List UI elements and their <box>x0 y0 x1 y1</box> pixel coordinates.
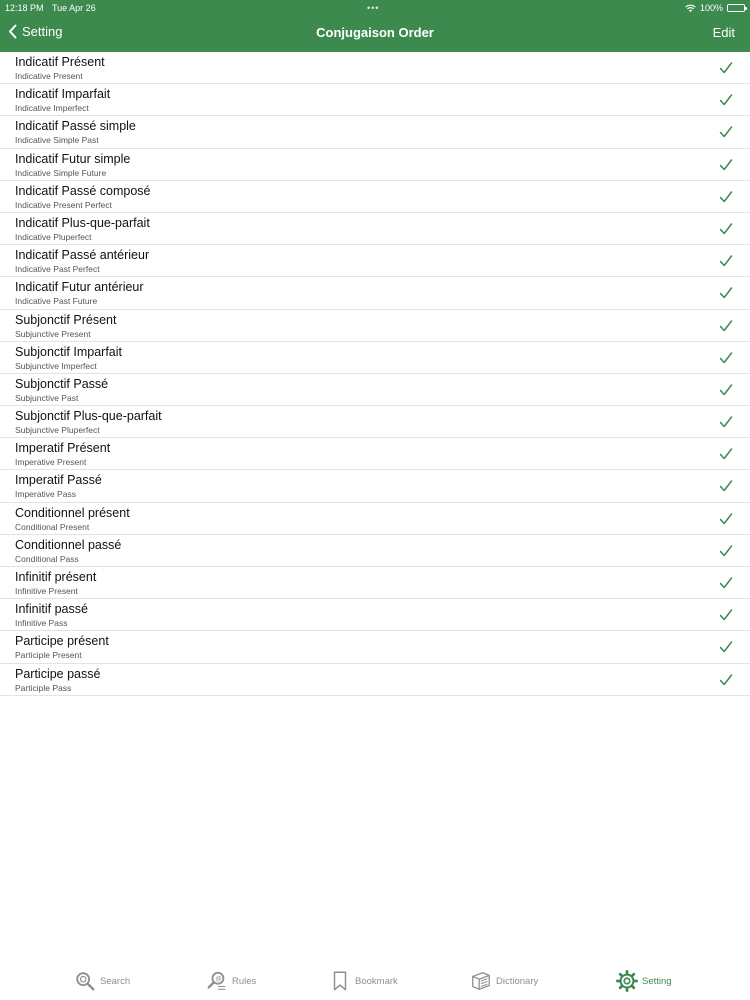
tab-search[interactable] <box>74 970 130 992</box>
nav-bar <box>0 0 750 52</box>
checkmark-icon[interactable] <box>719 190 733 204</box>
list-item-title: Indicatif Présent <box>15 55 105 69</box>
checkmark-icon[interactable] <box>719 415 733 429</box>
list-item[interactable] <box>0 503 750 535</box>
list-item-subtitle: Indicative Present <box>15 71 83 81</box>
list-item[interactable] <box>0 245 750 277</box>
checkmark-icon[interactable] <box>719 640 733 654</box>
list-item[interactable] <box>0 664 750 696</box>
checkmark-icon[interactable] <box>719 544 733 558</box>
list-item[interactable] <box>0 181 750 213</box>
checkmark-icon[interactable] <box>719 286 733 300</box>
list-item-subtitle: Participle Present <box>15 650 82 661</box>
status-bar <box>0 2 750 14</box>
checkmark-icon[interactable] <box>719 479 733 493</box>
bookmark-icon <box>329 970 351 992</box>
list-item[interactable] <box>0 567 750 599</box>
list-item[interactable] <box>0 438 750 470</box>
list-item-subtitle: Subjunctive Present <box>15 328 91 339</box>
checkmark-icon[interactable] <box>719 576 733 590</box>
edit-button[interactable]: Edit <box>712 25 735 40</box>
rules-icon <box>206 970 228 992</box>
list-item-title: Indicatif Passé antérieur <box>15 248 150 263</box>
list-item[interactable] <box>0 599 750 631</box>
checkmark-icon[interactable] <box>719 254 733 268</box>
list-item-title: Participe présent <box>15 634 109 649</box>
search-icon <box>74 970 96 992</box>
battery-percent: 100% <box>699 3 723 13</box>
list-item-title: Conditionnel présent <box>15 505 130 520</box>
list-item-title: Subjonctif Passé <box>15 376 109 391</box>
tab-dictionary[interactable] <box>470 970 538 992</box>
list-item[interactable] <box>0 277 750 309</box>
svg-text:@: @ <box>215 975 222 983</box>
list-item-subtitle: Subjunctive Past <box>15 392 79 403</box>
list-item-title: Conditionnel passé <box>15 537 122 552</box>
back-label: Setting <box>22 24 63 39</box>
checkmark-icon[interactable] <box>719 61 733 75</box>
checkmark-icon[interactable] <box>719 383 733 397</box>
list-item-subtitle: Imperative Present <box>15 457 87 468</box>
conjugation-order-list <box>0 52 750 696</box>
checkmark-icon[interactable] <box>719 125 733 139</box>
tab-bookmark[interactable] <box>329 970 398 992</box>
list-item-subtitle: Indicative Past Perfect <box>15 264 100 275</box>
list-item-subtitle: Indicative Simple Future <box>15 167 107 178</box>
list-item-subtitle: Indicative Simple Past <box>15 135 99 146</box>
list-item-subtitle: Infinitive Present <box>15 586 78 596</box>
status-right <box>685 2 745 14</box>
list-item[interactable] <box>0 52 750 84</box>
list-item[interactable] <box>0 535 750 567</box>
list-item[interactable] <box>0 470 750 502</box>
list-item-title: Indicatif Futur antérieur <box>15 280 144 295</box>
list-item-subtitle: Conditional Pass <box>15 553 79 564</box>
list-item-title: Imperatif Présent <box>15 441 111 456</box>
list-item-title: Indicatif Imparfait <box>15 87 111 102</box>
status-date: Tue Apr 26 <box>52 3 96 13</box>
checkmark-icon[interactable] <box>719 158 733 172</box>
list-item-title: Infinitif présent <box>15 570 97 584</box>
tab-search-label: Search <box>100 975 131 987</box>
list-item-subtitle: Subjunctive Pluperfect <box>15 425 100 436</box>
list-item-subtitle: Imperative Pass <box>15 489 76 500</box>
tab-setting[interactable] <box>616 970 672 992</box>
list-item[interactable] <box>0 342 750 374</box>
list-item-subtitle: Indicative Imperfect <box>15 103 89 114</box>
list-item-title: Indicatif Passé composé <box>15 183 151 198</box>
list-item-title: Participe passé <box>15 666 101 681</box>
tab-rules-label: Rules <box>232 975 257 987</box>
checkmark-icon[interactable] <box>719 673 733 687</box>
dictionary-icon <box>470 970 492 992</box>
list-item-title: Imperatif Passé <box>15 473 102 488</box>
list-item[interactable] <box>0 310 750 342</box>
gear-icon <box>616 970 638 992</box>
checkmark-icon[interactable] <box>719 351 733 365</box>
list-item-subtitle: Conditional Present <box>15 521 90 532</box>
list-item[interactable] <box>0 631 750 663</box>
list-item[interactable] <box>0 406 750 438</box>
list-item-title: Indicatif Plus-que-parfait <box>15 215 150 230</box>
list-item-title: Subjonctif Imparfait <box>15 344 122 359</box>
list-item-title: Infinitif passé <box>15 602 88 617</box>
list-item-subtitle: Subjunctive Imperfect <box>15 360 97 371</box>
list-item-subtitle: Participle Pass <box>15 682 72 693</box>
tab-dictionary-label: Dictionary <box>496 975 539 987</box>
tab-rules[interactable] <box>206 970 256 992</box>
list-item[interactable] <box>0 213 750 245</box>
list-item-subtitle: Indicative Past Future <box>15 296 98 307</box>
list-item-subtitle: Indicative Present Perfect <box>15 199 112 210</box>
tab-setting-label: Setting <box>642 975 672 987</box>
list-item-title: Indicatif Passé simple <box>15 119 136 134</box>
checkmark-icon[interactable] <box>719 319 733 333</box>
multitasking-dots-icon[interactable]: ••• <box>367 3 380 13</box>
battery-icon <box>727 4 745 12</box>
status-time: 12:18 PM <box>5 3 44 13</box>
wifi-icon <box>685 4 696 13</box>
list-item-title: Indicatif Futur simple <box>15 151 131 166</box>
list-item-title: Subjonctif Présent <box>15 312 117 327</box>
checkmark-icon[interactable] <box>719 447 733 461</box>
page-title: Conjugaison Order <box>316 25 434 40</box>
list-item-title: Subjonctif Plus-que-parfait <box>15 409 162 424</box>
list-item-subtitle: Indicative Pluperfect <box>15 231 92 242</box>
checkmark-icon[interactable] <box>719 512 733 526</box>
checkmark-icon[interactable] <box>719 608 733 622</box>
tab-bar <box>0 960 750 1000</box>
list-item[interactable] <box>0 84 750 116</box>
tab-bookmark-label: Bookmark <box>355 975 398 987</box>
checkmark-icon[interactable] <box>719 93 733 107</box>
checkmark-icon[interactable] <box>719 222 733 236</box>
list-item[interactable] <box>0 116 750 148</box>
list-item[interactable] <box>0 149 750 181</box>
list-item[interactable] <box>0 374 750 406</box>
list-item-subtitle: Infinitive Pass <box>15 618 68 629</box>
